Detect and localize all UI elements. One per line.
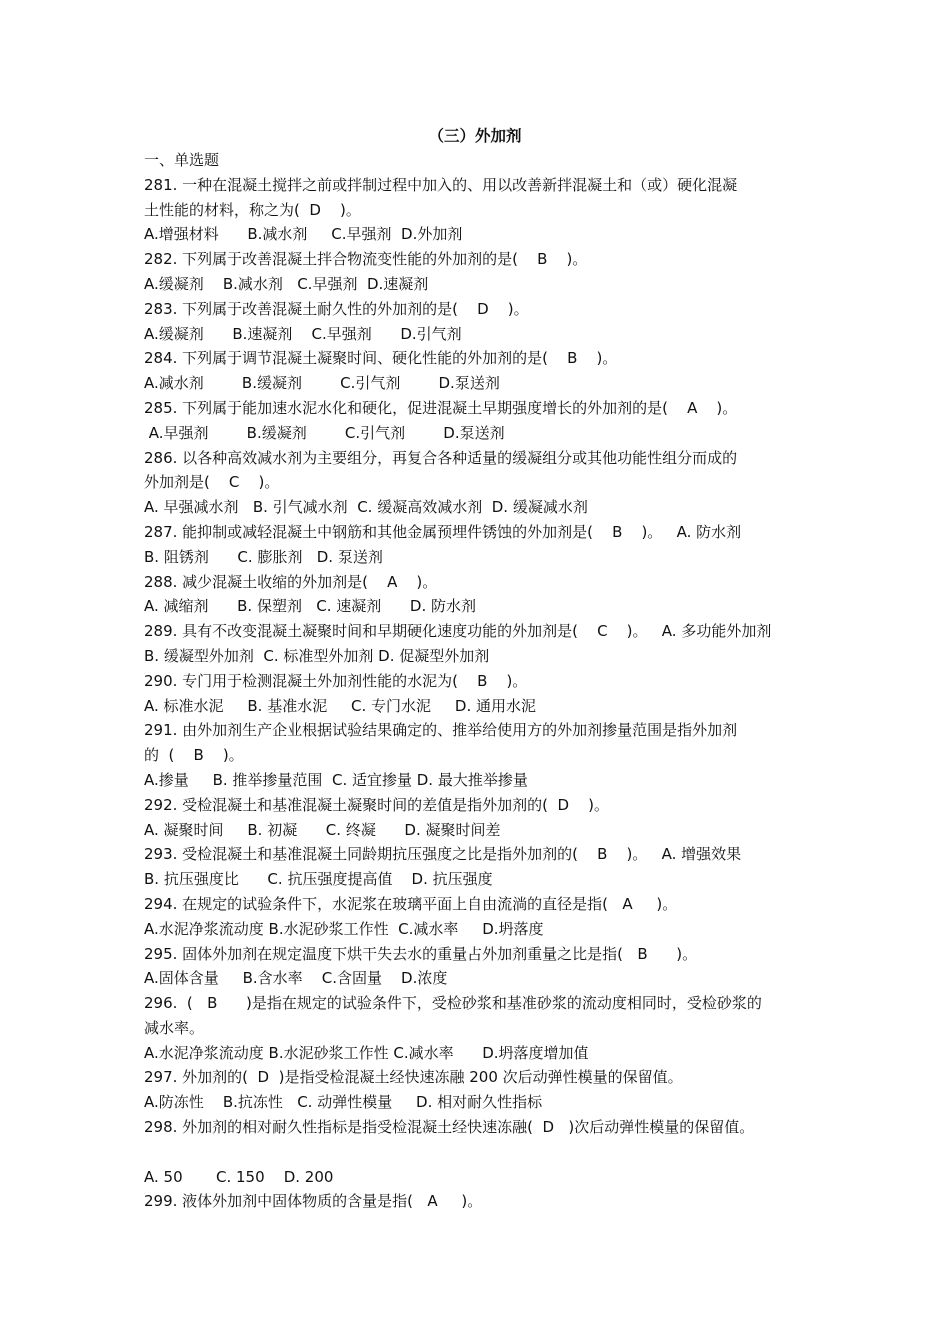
text-line: 296. ( B )是指在规定的试验条件下，受检砂浆和基准砂浆的流动度相同时，受检砂浆的 <box>144 994 762 1013</box>
text-line: 291. 由外加剂生产企业根据试验结果确定的、推举给使用方的外加剂掺量范围是指外加剂 <box>144 721 738 740</box>
text-line: A.水泥净浆流动度 B.水泥砂浆工作性 C.减水率 D.坍落度 <box>144 919 544 938</box>
text-line: 286. 以各种高效减水剂为主要组分，再复合各种适量的缓凝组分或其他功能性组分而成的 <box>144 448 738 467</box>
text-line: 外加剂是( C )。 <box>144 473 280 492</box>
question-list <box>144 148 816 1214</box>
text-line: 294. 在规定的试验条件下，水泥浆在玻璃平面上自由流淌的直径是指( A )。 <box>144 894 678 913</box>
text-line: 减水率。 <box>144 1018 205 1037</box>
text-line: A. 凝聚时间 B. 初凝 C. 终凝 D. 凝聚时间差 <box>144 820 501 839</box>
text-line: A. 标准水泥 B. 基准水泥 C. 专门水泥 D. 通用水泥 <box>144 696 536 715</box>
text-line: A.固体含量 B.含水率 C.含固量 D.浓度 <box>144 969 448 988</box>
text-line: 283. 下列属于改善混凝土耐久性的外加剂的是( D )。 <box>144 299 529 318</box>
text-line: B. 抗压强度比 C. 抗压强度提高值 D. 抗压强度 <box>144 870 493 889</box>
text-line: 289. 具有不改变混凝土凝聚时间和早期硬化速度功能的外加剂是( C )。 A. 多功能外加剂 <box>144 622 772 641</box>
text-line: 298. 外加剂的相对耐久性指标是指受检混凝土经快速冻融( D )次后动弹性模量的保留值。 <box>144 1118 755 1137</box>
text-line: A.增强材料 B.减水剂 C.早强剂 D.外加剂 <box>144 225 463 244</box>
text-line: 288. 减少混凝土收缩的外加剂是( A )。 <box>144 572 438 591</box>
text-line: B. 阻锈剂 C. 膨胀剂 D. 泵送剂 <box>144 547 383 566</box>
text-line: 290. 专门用于检测混凝土外加剂性能的水泥为( B )。 <box>144 671 528 690</box>
text-line: 293. 受检混凝土和基准混凝土同龄期抗压强度之比是指外加剂的( B )。 A. 增强效果 <box>144 845 742 864</box>
text-line: 土性能的材料，称之为( D )。 <box>144 200 361 219</box>
text-line: B. 缓凝型外加剂 C. 标准型外加剂 D. 促凝型外加剂 <box>144 646 490 665</box>
text-line: A.掺量 B. 推举掺量范围 C. 适宜掺量 D. 最大推举掺量 <box>144 770 528 789</box>
text-line: A. 减缩剂 B. 保塑剂 C. 速凝剂 D. 防水剂 <box>144 597 476 616</box>
text-line: 292. 受检混凝土和基准混凝土凝聚时间的差值是指外加剂的( D )。 <box>144 795 610 814</box>
text-line: A.减水剂 B.缓凝剂 C.引气剂 D.泵送剂 <box>144 374 500 393</box>
text-line: A. 50 C. 150 D. 200 <box>144 1167 334 1186</box>
question-lines <box>144 173 816 1214</box>
text-line: 281. 一种在混凝土搅拌之前或拌制过程中加入的、用以改善新拌混凝土和（或）硬化混凝 <box>144 175 738 194</box>
text-line: 297. 外加剂的( D )是指受检混凝土经快速冻融 200 次后动弹性模量的保留值。 <box>144 1068 683 1087</box>
page-title: （三）外加剂 <box>428 127 522 145</box>
text-line: 284. 下列属于调节混凝土凝聚时间、硬化性能的外加剂的是( B )。 <box>144 349 618 368</box>
text-line: A.防冻性 B.抗冻性 C. 动弹性模量 D. 相对耐久性指标 <box>144 1093 543 1112</box>
text-line: A.缓凝剂 B.速凝剂 C.早强剂 D.引气剂 <box>144 324 462 343</box>
text-line: 的 ( B )。 <box>144 746 244 765</box>
text-line: A.水泥净浆流动度 B.水泥砂浆工作性 C.减水率 D.坍落度增加值 <box>144 1043 589 1062</box>
text-line: 282. 下列属于改善混凝土拌合物流变性能的外加剂的是( B )。 <box>144 250 588 269</box>
text-line: A.缓凝剂 B.减水剂 C.早强剂 D.速凝剂 <box>144 274 429 293</box>
text-line: 299. 液体外加剂中固体物质的含量是指( A )。 <box>144 1192 483 1211</box>
text-line: A.早强剂 B.缓凝剂 C.引气剂 D.泵送剂 <box>144 423 505 442</box>
section-heading: 一、单选题 <box>144 151 220 169</box>
text-line <box>144 1140 816 1165</box>
text-line: 285. 下列属于能加速水泥水化和硬化，促进混凝土早期强度增长的外加剂的是( A )。 <box>144 398 738 417</box>
text-line: 295. 固体外加剂在规定温度下烘干失去水的重量占外加剂重量之比是指( B )。 <box>144 944 698 963</box>
text-line: A. 早强减水剂 B. 引气减水剂 C. 缓凝高效减水剂 D. 缓凝减水剂 <box>144 498 588 517</box>
text-line: 287. 能抑制或减轻混凝土中钢筋和其他金属预埋件锈蚀的外加剂是( B )。 A. 防水剂 <box>144 522 742 541</box>
